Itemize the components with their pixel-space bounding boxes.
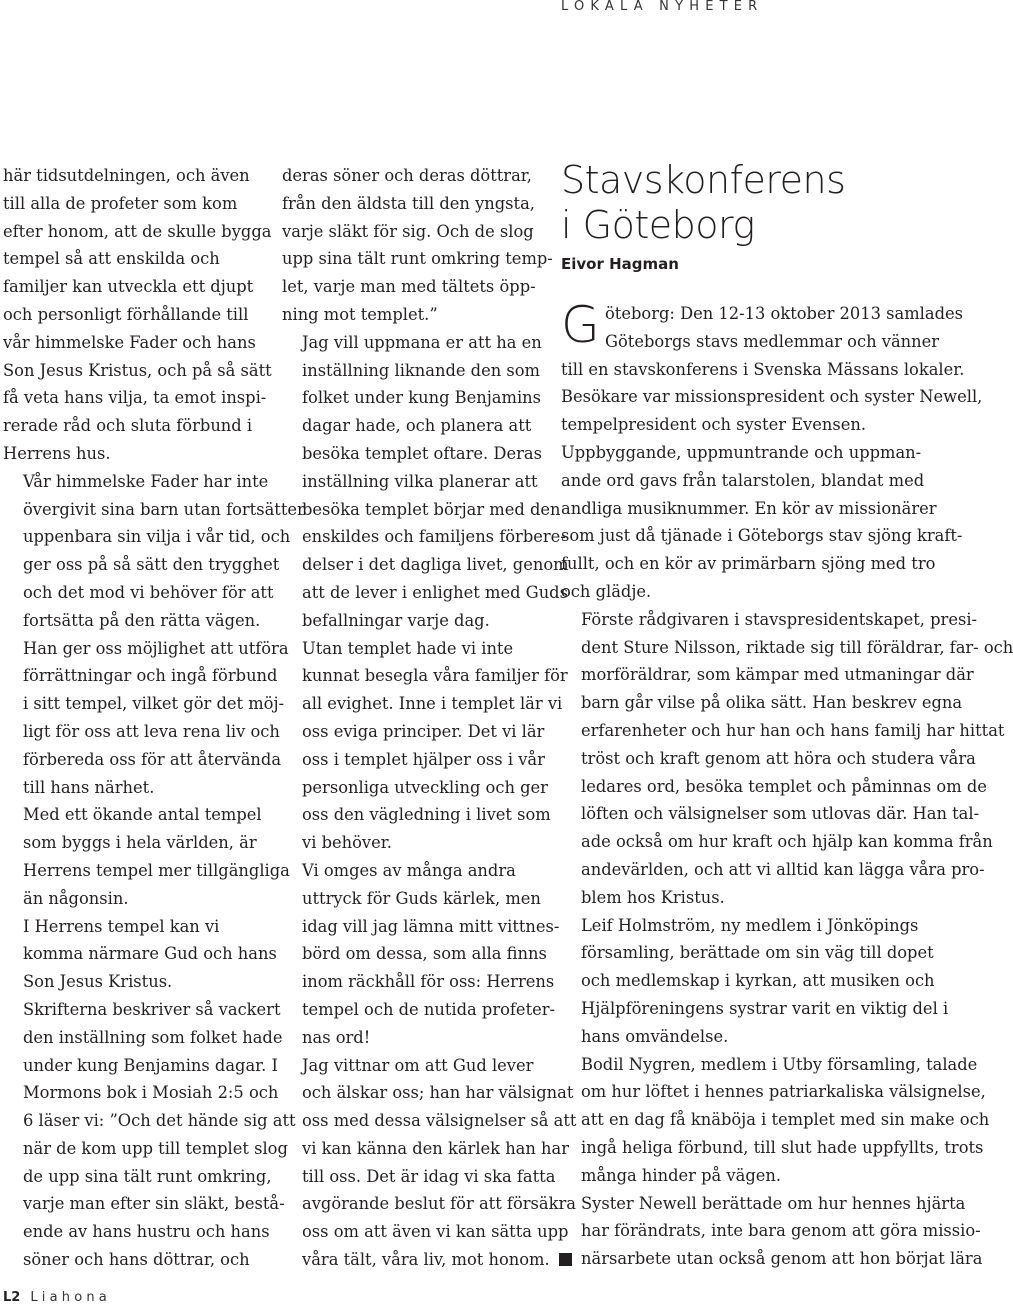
text-line: som byggs i hela världen, är xyxy=(23,833,257,853)
text-line: personliga utveckling och ger xyxy=(302,777,548,797)
text-line: andevärlden, och att vi alltid kan lägga våra pro- xyxy=(581,859,985,879)
text-line: Skrifterna beskriver så vackert xyxy=(23,999,281,1019)
text-line: all evighet. Inne i templet lär vi xyxy=(302,694,563,714)
text-line: Herrens tempel mer tillgängliga xyxy=(23,860,290,880)
text-line: söner och hans döttrar, och xyxy=(23,1250,250,1270)
text-line: löften och välsignelser som utlovas där. Han tal- xyxy=(581,804,980,824)
paragraph xyxy=(282,635,568,857)
paragraph xyxy=(3,801,290,912)
text-line: ligt för oss att leva rena liv och xyxy=(23,721,280,741)
text-line: Jag vittnar om att Gud lever xyxy=(302,1055,534,1075)
text-line: hans omvändelse. xyxy=(581,1026,729,1046)
text-line: folket under kung Benjamins xyxy=(302,388,542,408)
text-line: uttryck för Guds kärlek, men xyxy=(302,888,541,908)
text-line: och glädje. xyxy=(561,581,652,601)
text-line: och medlemskap i kyrkan, att musiken och xyxy=(581,971,935,991)
text-line: avgörande beslut för att försäkra xyxy=(302,1194,576,1214)
text-line: upp sina tält runt omkring temp- xyxy=(282,249,553,269)
paragraph xyxy=(282,162,553,329)
paragraph xyxy=(3,913,277,996)
text-line: ende av hans hustru och hans xyxy=(23,1222,270,1242)
text-line: Herrens hus. xyxy=(3,443,111,463)
text-line: enskildes och familjens förbere- xyxy=(302,527,566,547)
text-line: Syster Newell berättade om hur hennes hjärta xyxy=(581,1193,966,1213)
text-line: om hur löftet i hennes patriarkaliska välsignelse, xyxy=(581,1082,986,1102)
text-line: närsarbete utan också genom att hon börjat lära xyxy=(581,1249,983,1269)
page-number: L2 xyxy=(3,1290,21,1305)
article-column xyxy=(561,158,1013,1273)
text-line: till en stavskonferens i Svenska Mässans lokaler. xyxy=(561,359,965,379)
text-line: när de kom upp till templet slog xyxy=(23,1138,288,1158)
text-line: ande ord gavs från talarstolen, blandat med xyxy=(561,470,925,490)
text-line: ingå heliga förbund, till slut hade uppfyllts, trots xyxy=(581,1137,984,1157)
column-2 xyxy=(282,162,577,1274)
article-author: Eivor Hagman xyxy=(561,255,679,273)
text-line: fullt, och en kör av primärbarn sjöng med tro xyxy=(561,554,936,574)
text-line: uppenbara sin vilja i vår tid, och xyxy=(23,527,291,547)
text-line: oss den vägledning i livet som xyxy=(302,805,551,825)
page-footer xyxy=(3,1290,111,1306)
text-line: i sitt tempel, vilket gör det möj- xyxy=(23,694,285,714)
text-line: Göteborgs stavs medlemmar och vänner xyxy=(605,331,940,351)
paragraph xyxy=(3,468,305,802)
magazine-name: Liahona xyxy=(30,1290,111,1305)
text-line: let, varje man med tältets öpp- xyxy=(282,277,536,297)
text-line: Hjälpföreningens systrar varit en viktig del i xyxy=(581,998,949,1018)
text-line: övergivit sina barn utan fortsätter xyxy=(23,499,305,519)
text-line: förrättningar och ingå förbund xyxy=(23,666,278,686)
text-line: kunnat besegla våra familjer för xyxy=(302,666,568,686)
text-line: att de lever i enlighet med Guds xyxy=(302,582,568,602)
text-line: idag vill jag lämna mitt vittnes- xyxy=(302,916,560,936)
text-line: vi kan känna den kärlek han har xyxy=(302,1138,570,1158)
text-line: andliga musiknummer. En kör av missionärer xyxy=(561,498,937,518)
text-line: barn går vilse på olika sätt. Han beskrev egna xyxy=(581,693,963,713)
paragraph xyxy=(561,1051,990,1190)
text-line: här tidsutdelningen, och även xyxy=(3,166,250,185)
title-line: i Göteborg xyxy=(561,203,755,247)
paragraph xyxy=(561,606,1013,912)
text-line: morföräldrar, som kämpar med utmaningar där xyxy=(581,665,974,685)
section-header: LOKALA NYHETER xyxy=(561,0,764,14)
text-line: öteborg: Den 12-13 oktober 2013 samlades xyxy=(605,304,963,323)
text-line: och personligt förhållande till xyxy=(3,304,249,324)
text-line: inställning vilka planerar att xyxy=(302,471,538,491)
text-line: vår himmelske Fader och hans xyxy=(3,332,256,352)
text-line: oss i templet hjälper oss i vår xyxy=(302,749,545,769)
text-line: tempel så att enskilda och xyxy=(3,249,220,269)
text-line: Son Jesus Kristus, och på så sätt xyxy=(3,360,272,380)
text-line: varje släkt för sig. Och de slog xyxy=(282,221,534,241)
text-line: oss eviga principer. Det vi lär xyxy=(302,721,545,741)
text-line: nas ord! xyxy=(302,1027,371,1047)
text-line: under kung Benjamins dagar. I xyxy=(23,1055,278,1075)
text-line: Leif Holmström, ny medlem i Jönköpings xyxy=(581,915,919,935)
text-line: deras söner och deras döttrar, xyxy=(282,166,532,185)
text-line: Besökare var missionspresident och syster Newell, xyxy=(561,387,983,407)
text-line: att en dag få knäböja i templet med sin make och xyxy=(581,1110,990,1130)
text-line: ning mot templet.” xyxy=(282,304,438,324)
text-line: och älskar oss; han har välsignat xyxy=(302,1083,574,1103)
text-line: börd om dessa, som alla finns xyxy=(302,944,547,964)
text-line: Förste rådgivaren i stavspresidentskapet, presi- xyxy=(581,609,978,629)
drop-cap: G xyxy=(561,296,600,354)
text-line: fortsätta på den rätta vägen. xyxy=(23,610,261,630)
paragraph xyxy=(3,162,272,468)
paragraph xyxy=(282,1052,577,1274)
text-line: Vår himmelske Fader har inte xyxy=(23,471,269,491)
text-line: ledares ord, besöka templet och påminnas om de xyxy=(581,776,987,796)
text-line: Utan templet hade vi inte xyxy=(302,638,514,658)
text-line: delser i det dagliga livet, genom xyxy=(302,555,569,575)
text-line: blem hos Kristus. xyxy=(581,887,725,907)
paragraph xyxy=(282,857,560,1052)
text-line: och det mod vi behöver för att xyxy=(23,582,274,602)
text-line: dent Sture Nilsson, riktade sig till föräldrar, far- och xyxy=(581,637,1013,657)
text-line: efter honom, att de skulle bygga xyxy=(3,221,272,241)
text-line: ger oss på så sätt den trygghet xyxy=(23,555,280,575)
text-line: de upp sina tält runt omkring, xyxy=(23,1166,272,1186)
text-line: tröst och kraft genom att höra och studera våra xyxy=(581,748,976,768)
text-line: Bodil Nygren, medlem i Utby församling, talade xyxy=(581,1054,978,1074)
text-line: besöka templet oftare. Deras xyxy=(302,443,542,463)
paragraph xyxy=(561,439,963,606)
text-line: I Herrens tempel kan vi xyxy=(23,916,220,936)
text-line: som just då tjänade i Göteborgs stav sjöng kraft- xyxy=(561,526,963,546)
text-line: varje man efter sin släkt, bestå- xyxy=(23,1194,285,1214)
text-line: våra tält, våra liv, mot honom. xyxy=(282,1246,544,1274)
text-line: familjer kan utveckla ett djupt xyxy=(3,277,254,297)
lead-paragraph xyxy=(561,296,983,439)
text-line: än någonsin. xyxy=(23,888,129,908)
text-line: befallningar varje dag. xyxy=(302,610,490,630)
text-line: ade också om hur kraft och hjälp kan komma från xyxy=(581,832,993,852)
paragraph xyxy=(282,329,569,635)
paragraph xyxy=(3,996,296,1274)
text-line: vi behöver. xyxy=(302,833,392,853)
text-line: 6 läser vi: ”Och det hände sig att xyxy=(23,1111,296,1131)
text-line: Han ger oss möjlighet att utföra xyxy=(23,638,289,658)
text-line: församling, berättade om sin väg till dopet xyxy=(581,943,934,963)
text-line: många hinder på vägen. xyxy=(581,1165,782,1185)
text-line: förbereda oss för att återvända xyxy=(23,749,282,769)
text-line: Mormons bok i Mosiah 2:5 och xyxy=(23,1083,279,1103)
text-line: få veta hans vilja, ta emot inspi- xyxy=(3,388,267,408)
text-line: Jag vill uppmana er att ha en xyxy=(302,332,542,352)
text-line: tempelpresident och syster Evensen. xyxy=(561,415,867,435)
text-line: Uppbyggande, uppmuntrande och uppman- xyxy=(561,442,922,462)
text-line: rerade råd och sluta förbund i xyxy=(3,416,253,436)
paragraph xyxy=(561,1190,983,1273)
text-line: oss om att även vi kan sätta upp xyxy=(302,1222,569,1242)
text-block xyxy=(561,356,983,439)
text-line: till alla de profeter som kom xyxy=(3,193,238,213)
text-line: till hans närhet. xyxy=(23,777,155,797)
text-line: till oss. Det är idag vi ska fatta xyxy=(302,1166,556,1186)
column-1 xyxy=(3,162,305,1274)
title-line: Stavskonferens xyxy=(561,158,846,202)
paragraph xyxy=(561,912,960,1051)
text-line: erfarenheter och hur han och hans familj har hittat xyxy=(581,720,1005,740)
text-line: dagar hade, och planera att xyxy=(302,416,532,436)
text-line: oss med dessa välsignelser så att xyxy=(302,1111,577,1131)
text-line: den inställning som folket hade xyxy=(23,1027,283,1047)
text-line: från den äldsta till den yngsta, xyxy=(282,193,535,213)
text-line: tempel och de nutida profeter- xyxy=(302,999,556,1019)
text-line: Med ett ökande antal tempel xyxy=(23,805,262,825)
text-line: Vi omges av många andra xyxy=(302,860,516,880)
text-line: komma närmare Gud och hans xyxy=(23,944,277,964)
text-line: Son Jesus Kristus. xyxy=(23,972,173,992)
text-line: har förändrats, inte bara genom att göra missio- xyxy=(581,1221,981,1241)
text-line: besöka templet börjar med den xyxy=(302,499,561,519)
article-title xyxy=(561,158,960,248)
text-line: inom räckhåll för oss: Herrens xyxy=(302,972,555,992)
text-line: inställning liknande den som xyxy=(302,360,540,380)
